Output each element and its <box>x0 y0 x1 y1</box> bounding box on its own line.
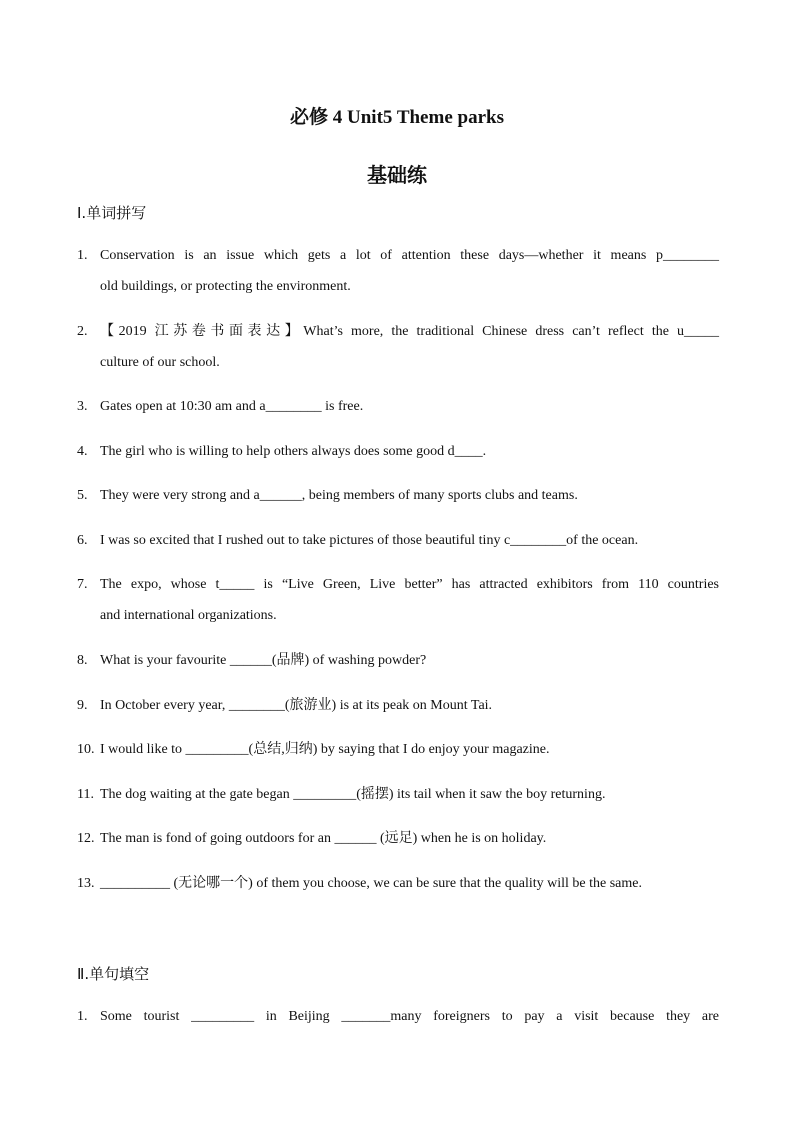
list-item <box>77 480 719 511</box>
item-number: 5. <box>77 488 88 503</box>
item-text: The expo, whose t_____ is “Live Green, Live better” has attracted exhibitors from 110 countries <box>100 577 719 592</box>
item-number: 1. <box>77 1009 88 1024</box>
item-text: Some tourist _________ in Beijing _______many foreigners to pay a visit because they are <box>100 1009 719 1024</box>
item-text: They were very strong and a______, being members of many sports clubs and teams. <box>100 488 578 503</box>
page-subtitle: 基础练 <box>367 165 427 187</box>
item-number: 6. <box>77 533 88 548</box>
list-item <box>77 823 719 854</box>
list-item <box>77 1001 719 1032</box>
list-item <box>77 316 719 378</box>
item-text: I would like to _________(总结,归纳) by saying that I do enjoy your magazine. <box>100 742 550 757</box>
list-item <box>77 645 719 676</box>
item-text: __________ (无论哪一个) of them you choose, we can be sure that the quality will be the same. <box>100 876 642 891</box>
item-text: The girl who is willing to help others always does some good d____. <box>100 444 487 459</box>
item-number: 4. <box>77 444 88 459</box>
page-title: 必修 4 Unit5 Theme parks <box>290 107 504 128</box>
item-text-continued: old buildings, or protecting the environment. <box>100 279 351 294</box>
item-text: Conservation is an issue which gets a lot of attention these days—whether it means p________ <box>100 248 719 263</box>
item-number: 2. <box>77 324 88 339</box>
item-number: 9. <box>77 698 88 713</box>
section-heading-fill-in: Ⅱ.单句填空 <box>77 965 150 983</box>
item-number: 8. <box>77 653 88 668</box>
item-number: 11. <box>77 787 94 802</box>
section-heading-spelling: Ⅰ.单词拼写 <box>77 204 147 222</box>
item-number: 1. <box>77 248 88 263</box>
item-text-continued: culture of our school. <box>100 355 220 370</box>
list-item <box>77 868 719 899</box>
item-text: I was so excited that I rushed out to take pictures of those beautiful tiny c________of the ocean. <box>100 533 639 548</box>
item-number: 13. <box>77 876 95 891</box>
list-item <box>77 525 719 556</box>
item-text: 【2019 江苏卷书面表达】What’s more, the traditional Chinese dress can’t reflect the u_____ <box>100 324 719 339</box>
item-number: 3. <box>77 399 88 414</box>
item-text-continued: and international organizations. <box>100 608 277 623</box>
item-number: 10. <box>77 742 95 757</box>
item-number: 12. <box>77 831 95 846</box>
item-text: In October every year, ________(旅游业) is at its peak on Mount Tai. <box>100 698 493 713</box>
list-item <box>77 690 719 721</box>
item-number: 7. <box>77 577 88 592</box>
item-text: What is your favourite ______(品牌) of washing powder? <box>100 653 427 668</box>
item-text: The man is fond of going outdoors for an ______ (远足) when he is on holiday. <box>100 831 547 846</box>
list-item <box>77 436 719 467</box>
list-item <box>77 569 719 631</box>
list-item <box>77 734 719 765</box>
list-item <box>77 779 719 810</box>
item-text: Gates open at 10:30 am and a________ is free. <box>100 399 364 414</box>
list-item <box>77 391 719 422</box>
list-item <box>77 240 719 302</box>
item-text: The dog waiting at the gate began _________(摇摆) its tail when it saw the boy returning. <box>100 787 606 802</box>
